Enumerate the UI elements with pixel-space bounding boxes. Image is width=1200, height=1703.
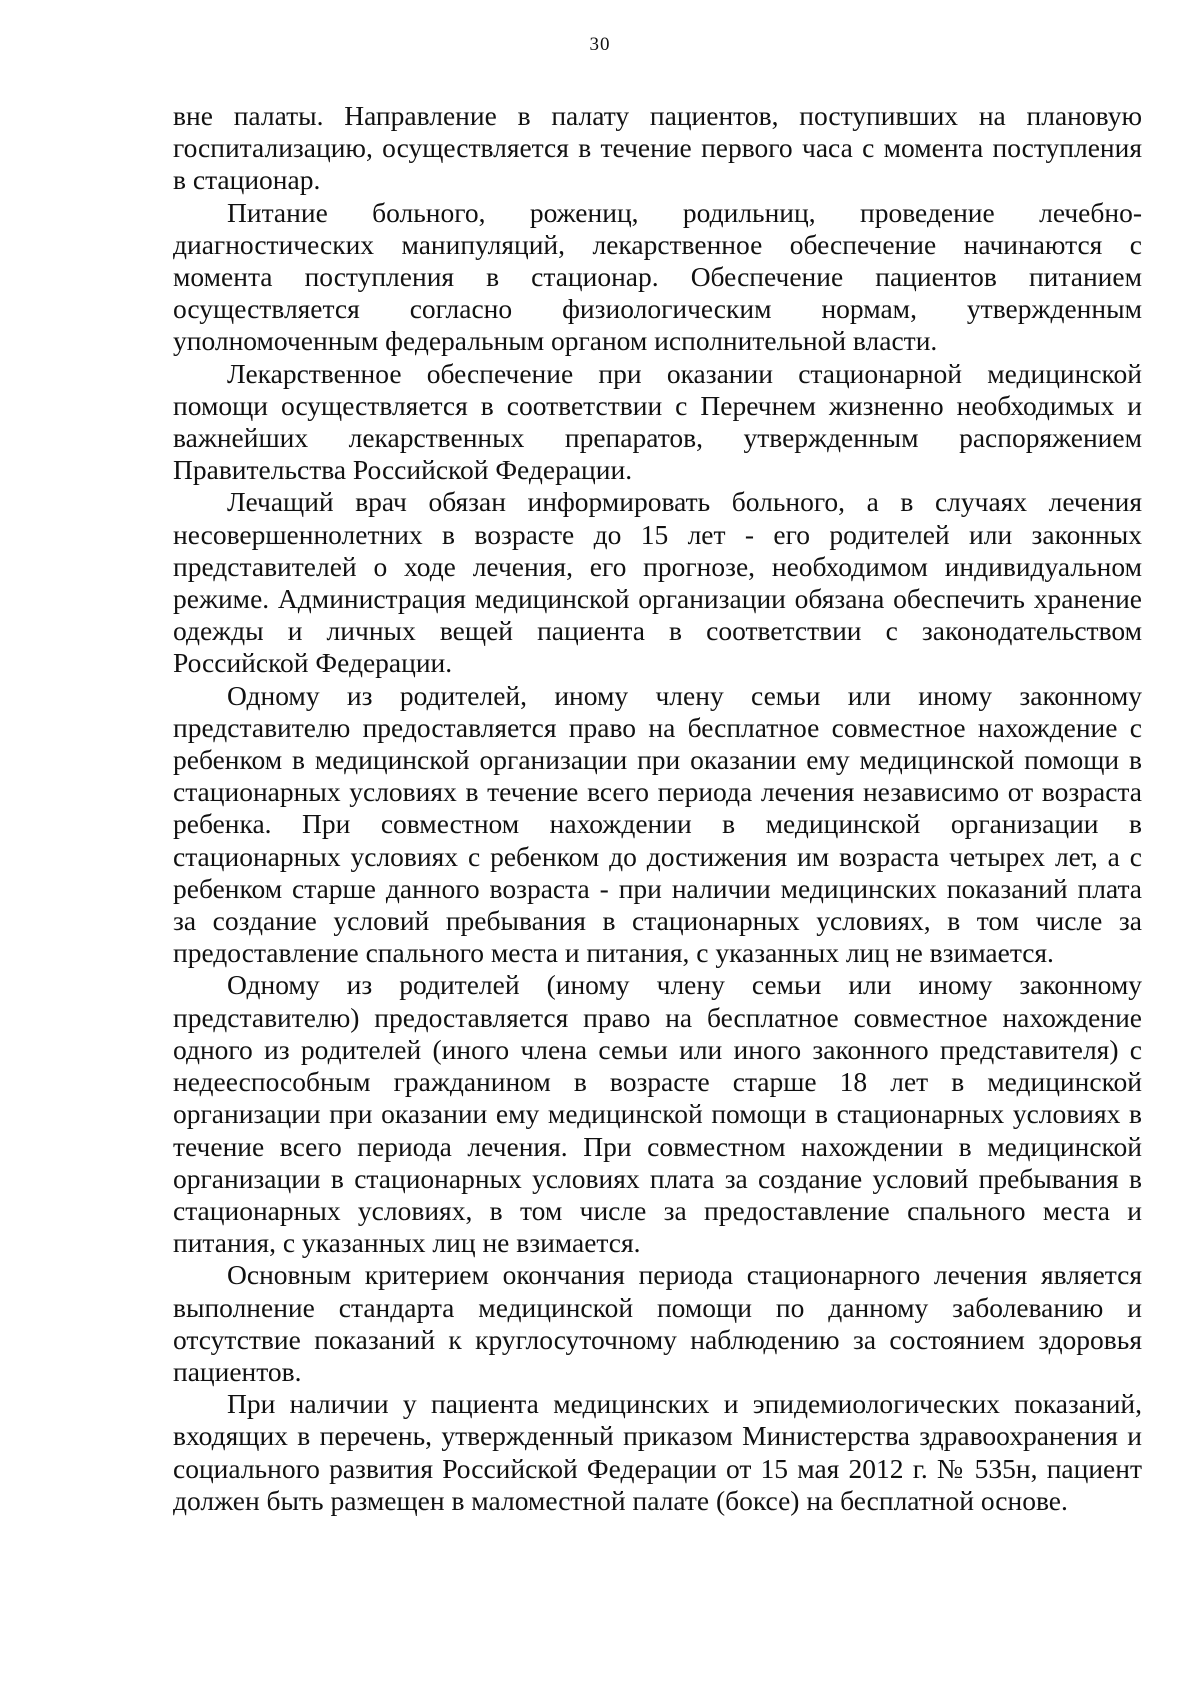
page-number: 30 [589,34,611,55]
paragraph-continuation: вне палаты. Направление в палату пациентов, поступивших на плановую госпитализацию, осуществляется в течение первого часа с момента поступления в стационар. [173,100,1142,196]
paragraph-isolation-ward: При наличии у пациента медицинских и эпидемиологических показаний, входящих в перечень, утвержденный приказом Министерства здравоохранения и социального развития Российской Федерации от 15 мая 2012 г. № 535н, пациент должен быть размещен в маломестной палате (боксе) на бесплатной основе. [173,1388,1142,1516]
paragraph-nutrition: Питание больного, рожениц, родильниц, проведение лечебно-диагностических манипуляций, лекарственное обеспечение начинаются с момента поступления в стационар. Обеспечение пациентов питанием осуществляется согласно физиологическим нормам, утвержденным уполномоченным федеральным органом исполнительной власти. [173,196,1142,357]
paragraph-parent-with-child: Одному из родителей, иному члену семьи или иному законному представителю предоставляется право на бесплатное совместное нахождение с ребенком в медицинской организации при оказании ему медицинской помощи в стационарных условиях в течение всего периода лечения независимо от возраста ребенка. При совместном нахождении в медицинской организации в стационарных условиях с ребенком до достижения им возраста четырех лет, а с ребенком старше данного возраста - при наличии медицинских показаний плата за создание условий пребывания в стационарных условиях, в том числе за предоставление спального места и питания, с указанных лиц не взимается. [173,679,1142,969]
paragraph-doctor-duties: Лечащий врач обязан информировать больного, а в случаях лечения несовершеннолетних в возрасте до 15 лет - его родителей или законных представителей о ходе лечения, его прогнозе, необходимом индивидуальном режиме. Администрация медицинской организации обязана обеспечить хранение одежды и личных вещей пациента в соответствии с законодательством Российской Федерации. [173,486,1142,679]
paragraph-drug-provision: Лекарственное обеспечение при оказании стационарной медицинской помощи осуществляется в соответствии с Перечнем жизненно необходимых и важнейших лекарственных препаратов, утвержденным распоряжением Правительства Российской Федерации. [173,357,1142,486]
paragraph-parent-with-incapacitated: Одному из родителей (иному члену семьи или иному законному представителю) предоставляется право на бесплатное совместное нахождение одного из родителей (иного члена семьи или иного законного представителя) с недееспособным гражданином в возрасте старше 18 лет в медицинской организации при оказании ему медицинской помощи в стационарных условиях в течение всего периода лечения. При совместном нахождении в медицинской организации в стационарных условиях плата за создание условий пребывания в стационарных условиях, в том числе за предоставление спального места и питания, с указанных лиц не взимается. [173,969,1142,1259]
document-body [173,100,1142,1517]
paragraph-discharge-criteria: Основным критерием окончания периода стационарного лечения является выполнение стандарта медицинской помощи по данному заболеванию и отсутствие показаний к круглосуточному наблюдению за состоянием здоровья пациентов. [173,1259,1142,1387]
